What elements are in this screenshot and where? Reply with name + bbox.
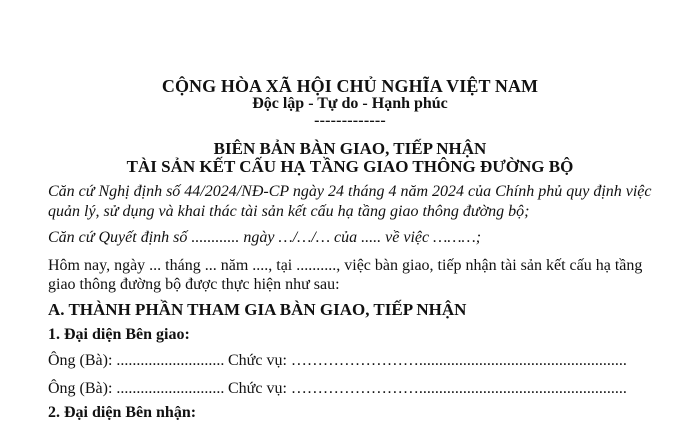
document-title-line-1: BIÊN BẢN BÀN GIAO, TIẾP NHẬN [213, 139, 487, 158]
intro-paragraph-line-1: Hôm nay, ngày ... tháng ... năm ...., tại .........., việc bàn giao, tiếp nhận tài sản kết cấu hạ tầng [48, 257, 643, 274]
party-1-representative-row [48, 352, 648, 370]
intro-paragraph-line-2: giao thông đường bộ được thực hiện như sau: [48, 276, 340, 293]
section-a-heading: A. THÀNH PHẦN THAM GIA BÀN GIAO, TIẾP NHẬN [48, 300, 467, 319]
document-title-line-2: TÀI SẢN KẾT CẤU HẠ TẦNG GIAO THÔNG ĐƯỜNG BỘ [126, 157, 574, 176]
national-motto: Độc lập - Tự do - Hạnh phúc [252, 95, 448, 112]
party-1-heading: 1. Đại diện Bên giao: [48, 326, 190, 343]
nation-title: CỘNG HÒA XÃ HỘI CHỦ NGHĨA VIỆT NAM [161, 76, 539, 96]
representative-name-field: Ông (Bà): ........................... [48, 380, 225, 397]
representative-position-field: Chức vụ: …………………….................................................... [228, 352, 627, 369]
legal-basis-decision: Căn cứ Quyết định số ............ ngày …/…/… của ..... về việc ………; [48, 229, 482, 246]
header-divider: ------------- [314, 112, 386, 129]
party-1-representative-row [48, 380, 648, 398]
legal-basis-decree-line-2: quản lý, sử dụng và khai thác tài sản kết cấu hạ tầng giao thông đường bộ; [48, 203, 530, 220]
representative-name-field: Ông (Bà): ........................... [48, 352, 225, 369]
representative-position-field: Chức vụ: …………………….................................................... [228, 380, 627, 397]
party-2-heading: 2. Đại diện Bên nhận: [48, 404, 197, 421]
legal-basis-decree-line-1: Căn cứ Nghị định số 44/2024/NĐ-CP ngày 24 tháng 4 năm 2024 của Chính phủ quy định việc [48, 183, 652, 200]
